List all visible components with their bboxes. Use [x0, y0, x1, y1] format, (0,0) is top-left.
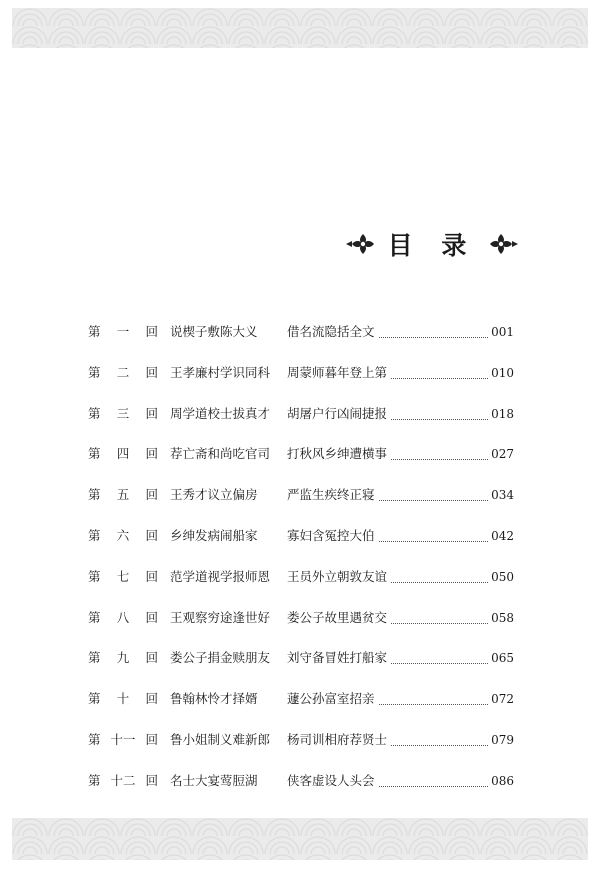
page-number: 034 — [489, 479, 514, 511]
toc-row[interactable] — [88, 479, 514, 520]
chapter-title-second: 借名流隐括全文 — [287, 316, 378, 348]
page-number: 042 — [489, 520, 514, 552]
page-number: 050 — [489, 561, 514, 593]
chapter-number-char: 第 — [88, 364, 101, 380]
toc-row[interactable] — [88, 398, 514, 439]
right-ornament-icon — [482, 231, 520, 257]
chapter-number-char: 八 — [116, 609, 130, 625]
chapter-number — [88, 561, 158, 593]
chapter-number-char: 第 — [88, 405, 101, 421]
chapter-title-first: 范学道视学报师恩 — [170, 568, 271, 584]
table-of-contents — [88, 316, 514, 806]
toc-row[interactable] — [88, 316, 514, 357]
chapter-number-char: 一 — [116, 324, 130, 339]
chapter-number-char: 第 — [88, 324, 101, 339]
chapter-title-second: 娄公子故里遇贫交 — [287, 602, 390, 634]
page-number: 072 — [489, 683, 514, 715]
chapter-number-char: 三 — [116, 405, 130, 421]
chapter-title-first: 说楔子敷陈大义 — [170, 324, 258, 339]
chapter-title-first: 名士大宴莺脰湖 — [170, 772, 258, 788]
chapter-number — [88, 357, 158, 389]
chapter-number-char: 十一 — [110, 731, 136, 747]
page-number: 058 — [489, 602, 514, 634]
left-ornament-icon — [344, 231, 382, 257]
page-number: 065 — [489, 642, 514, 674]
chapter-number-char: 第 — [88, 609, 101, 625]
page-title: 目 录 — [387, 231, 477, 260]
chapter-title-first: 鲁小姐制义难新郎 — [170, 731, 271, 747]
chapter-title-first: 娄公子捐金赎朋友 — [170, 650, 271, 666]
chapter-number-char: 第 — [88, 568, 101, 584]
chapter-number-char: 第 — [88, 691, 101, 707]
chapter-title-second: 打秋风乡绅遭横事 — [287, 438, 390, 470]
page-number: 079 — [489, 724, 514, 756]
toc-heading — [344, 222, 520, 266]
chapter-title-second: 寡妇含冤控大伯 — [287, 520, 378, 552]
chapter-number-char: 回 — [145, 405, 158, 421]
chapter-number-char: 回 — [145, 487, 158, 503]
chapter-title-first: 荐亡斋和尚吃官司 — [170, 446, 271, 462]
chapter-number — [88, 683, 158, 715]
chapter-number-char: 六 — [116, 527, 130, 543]
chapter-title-second: 蘧公孙富室招亲 — [287, 683, 378, 715]
chapter-number — [88, 520, 158, 552]
chapter-number-char: 五 — [116, 487, 130, 503]
chapter-number — [88, 316, 158, 348]
chapter-number — [88, 438, 158, 470]
chapter-number-char: 回 — [145, 324, 158, 339]
chapter-title-second: 胡屠户行凶闹捷报 — [287, 398, 390, 430]
chapter-number-char: 第 — [88, 772, 101, 788]
chapter-number-char: 回 — [145, 527, 158, 543]
chapter-number-char: 第 — [88, 446, 101, 462]
chapter-number-char: 九 — [116, 650, 130, 666]
chapter-title-second: 刘守备冒姓打船家 — [287, 642, 390, 674]
chapter-title-first: 周学道校士拔真才 — [170, 405, 271, 421]
chapter-number-char: 回 — [145, 691, 158, 707]
chapter-number-char: 第 — [88, 650, 101, 666]
toc-row[interactable] — [88, 561, 514, 602]
chapter-number-char: 回 — [145, 609, 158, 625]
chapter-number-char: 回 — [145, 650, 158, 666]
chapter-number-char: 七 — [116, 568, 130, 584]
page-number: 027 — [489, 438, 514, 470]
toc-row[interactable] — [88, 765, 514, 806]
chapter-number-char: 四 — [116, 446, 130, 462]
chapter-title-second: 周蒙师暮年登上第 — [287, 357, 390, 389]
bottom-decorative-band — [12, 818, 588, 860]
toc-row[interactable] — [88, 520, 514, 561]
toc-row[interactable] — [88, 642, 514, 683]
chapter-title-second: 王员外立朝敦友谊 — [287, 561, 390, 593]
chapter-number-char: 回 — [145, 568, 158, 584]
chapter-number-char: 第 — [88, 487, 101, 503]
chapter-number — [88, 479, 158, 511]
page-number: 010 — [489, 357, 514, 389]
toc-row[interactable] — [88, 357, 514, 398]
chapter-number — [88, 398, 158, 430]
page-number: 018 — [489, 398, 514, 430]
chapter-number-char: 回 — [145, 772, 158, 788]
chapter-number — [88, 642, 158, 674]
chapter-title-first: 王观察穷途逢世好 — [170, 609, 271, 625]
toc-row[interactable] — [88, 602, 514, 643]
chapter-number — [88, 765, 158, 797]
chapter-number — [88, 724, 158, 756]
top-decorative-band — [12, 8, 588, 48]
chapter-title-second: 侠客虚设人头会 — [287, 765, 378, 797]
chapter-number — [88, 602, 158, 634]
chapter-title-first: 王孝廉村学识同科 — [170, 364, 271, 380]
toc-row[interactable] — [88, 683, 514, 724]
page-number: 001 — [489, 316, 514, 348]
chapter-number-char: 回 — [145, 446, 158, 462]
chapter-number-char: 第 — [88, 527, 101, 543]
chapter-title-first: 鲁翰林怜才择婿 — [170, 691, 258, 707]
chapter-title-first: 王秀才议立偏房 — [170, 487, 258, 503]
page-number: 086 — [489, 765, 514, 797]
toc-row[interactable] — [88, 438, 514, 479]
chapter-title-second: 严监生疾终正寝 — [287, 479, 378, 511]
chapter-number-char: 回 — [145, 731, 158, 747]
chapter-number-char: 二 — [116, 364, 130, 380]
chapter-number-char: 第 — [88, 731, 101, 747]
chapter-number-char: 回 — [145, 364, 158, 380]
toc-row[interactable] — [88, 724, 514, 765]
chapter-title-first: 乡绅发病闹船家 — [170, 527, 258, 543]
chapter-number-char: 十 — [116, 691, 130, 707]
chapter-title-second: 杨司训相府荐贤士 — [287, 724, 390, 756]
chapter-number-char: 十二 — [110, 772, 136, 788]
